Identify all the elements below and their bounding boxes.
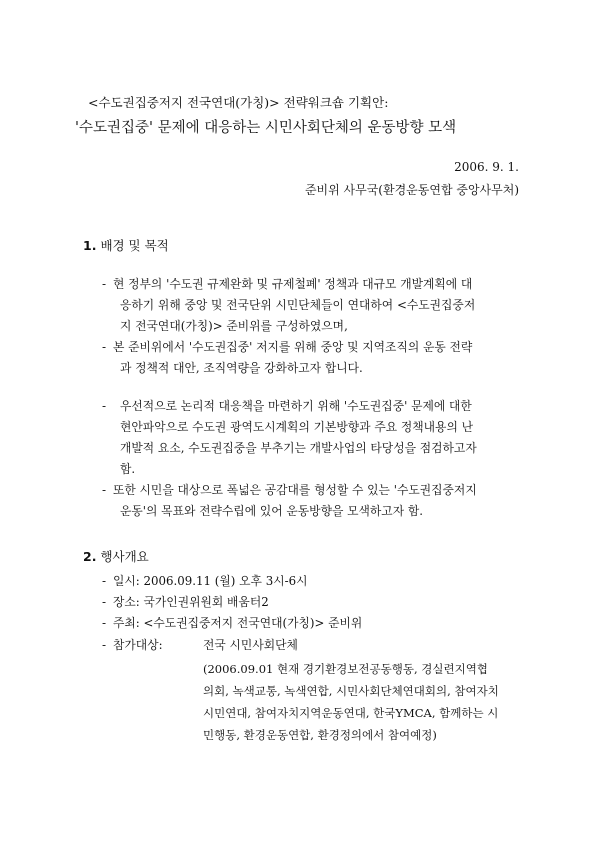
participants-detail-line: 의회, 녹색교통, 녹색연합, 시민사회단체연대회의, 참여자치 [203,684,499,698]
paragraph-line: 운동'의 목표와 전략수립에 있어 운동방향을 모색하고자 함. [120,504,423,518]
event-date: 일시: 2006.09.11 (월) 오후 3시-6시 [113,574,308,588]
section-2-number: 2. [83,549,97,564]
participants-detail-line: 시민연대, 참여자치지역운동연대, 한국YMCA, 함께하는 시 [203,706,499,720]
paragraph-line: 함. [120,462,136,476]
bullet-dash: - [102,574,107,588]
bullet-dash: - [102,399,107,413]
section-1-title: 배경 및 목적 [100,238,169,253]
participants-detail-line: 민행동, 환경운동연합, 환경정의에서 참여예정) [203,728,437,742]
bullet-dash: - [102,638,107,652]
bullet-dash: - [102,340,107,354]
paragraph-line: 과 정책적 대안, 조직역량을 강화하고자 합니다. [120,361,363,375]
participants-value: 전국 시민사회단체 [203,638,298,652]
paragraph-line: 또한 시민을 대상으로 폭넓은 공감대를 형성할 수 있는 '수도권집중저지 [113,483,477,497]
bullet-dash: - [102,595,107,609]
document-subtitle: <수도권집중저지 전국연대(가칭)> 전략워크숍 기획안: [88,95,389,110]
paragraph-line: 개발적 요소, 수도권집중을 부추기는 개발사업의 타당성을 점검하고자 [120,441,477,455]
bullet-dash: - [102,616,107,630]
paragraph-line: 응하기 위해 중앙 및 전국단위 시민단체들이 연대하여 <수도권집중저 [120,298,476,312]
document-date: 2006. 9. 1. [454,160,519,174]
paragraph-line: 지 전국연대(가칭)> 준비위를 구성하였으며, [120,319,348,333]
section-2-title: 행사개요 [100,549,149,564]
paragraph-line: 우선적으로 논리적 대응책을 마련하기 위해 '수도권집중' 문제에 대한 [120,399,472,413]
bullet-dash: - [102,483,107,497]
participants-detail-line: (2006.09.01 현재 경기환경보전공동행동, 경실련지역협 [203,662,488,676]
section-1-number: 1. [83,238,97,253]
paragraph-line: 현 정부의 '수도권 규제완화 및 규제철폐' 정책과 대규모 개발계획에 대 [113,277,473,291]
document-title: '수도권집중' 문제에 대응하는 시민사회단체의 운동방향 모색 [75,120,457,136]
paragraph-line: 현안파악으로 수도권 광역도시계획의 기본방향과 주요 정책내용의 난 [120,420,473,434]
section-2-heading [83,549,149,565]
bullet-dash: - [102,277,107,291]
section-1-heading [83,238,169,254]
paragraph-line: 본 준비위에서 '수도권집중' 저지를 위해 중앙 및 지역조직의 운동 전략 [113,340,473,354]
event-venue: 장소: 국가인권위원회 배움터2 [113,595,269,609]
participants-label: 참가대상: [113,638,163,652]
event-host: 주최: <수도권집중저지 전국연대(가칭)> 준비위 [113,616,363,630]
document-organizer: 준비위 사무국(환경운동연합 중앙사무처) [304,183,519,197]
